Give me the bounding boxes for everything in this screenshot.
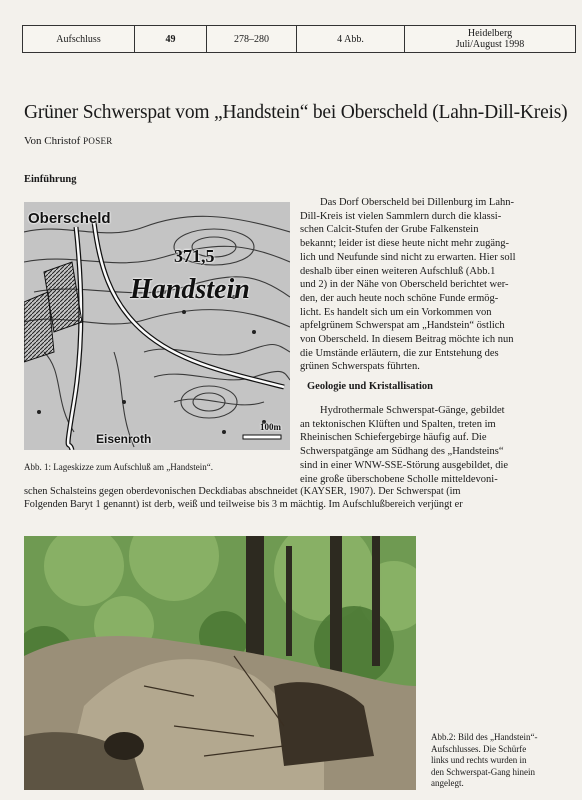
author-line	[24, 135, 113, 147]
author-prefix: Von Christof	[24, 135, 84, 147]
map-label-elevation: 371,5	[174, 246, 215, 266]
header-volume: 49	[135, 26, 207, 52]
figure1-caption: Abb. 1: Lageskizze zum Aufschluß am „Handstein“.	[24, 462, 213, 472]
intro-line: schen Calcit-Stufen der Grube Falkenstein	[300, 224, 479, 236]
intro-line: und 2) in der Nähe von Oberscheld berichtet wer-	[300, 279, 509, 291]
section-heading-geology: Geologie und Kristallisation	[307, 381, 434, 392]
figure2-caption	[431, 732, 576, 790]
header-place-date	[405, 26, 575, 52]
outcrop-photo	[24, 536, 416, 790]
geo-line: sind in einer WNW-SSE-Störung ausgebildet, die	[300, 459, 509, 471]
geo-line: an tektonischen Klüften und Spalten, treten im	[300, 418, 496, 430]
map-drawing	[24, 202, 290, 450]
intro-line: deshalb über einen weiteren Aufschluß (Abb.1	[300, 265, 496, 277]
fig2-caption-line: Aufschlusses. Die Schürfe	[431, 743, 527, 754]
geo-line: eine große überschobene Scholle mitteldevoni-	[300, 473, 498, 485]
intro-line: bekannt; leider ist diese heute nicht mehr zugäng-	[300, 238, 510, 250]
intro-line: grünen Schwerspats führten.	[300, 361, 420, 373]
intro-line: licht. Es handelt sich um ein Vorkommen von	[300, 306, 492, 318]
geo-line: Rheinischen Schiefergebirge häufig auf. Die	[300, 432, 487, 444]
header-place: Heidelberg	[467, 28, 513, 39]
map-label-handstein: Handstein	[130, 274, 250, 305]
article-title: Grüner Schwerspat vom „Handstein“ bei Oberscheld (Lahn-Dill-Kreis)	[24, 102, 568, 123]
photo-drawing	[24, 536, 416, 790]
fig2-caption-line: links und rechts wurden in	[431, 755, 527, 765]
journal-header-table	[22, 25, 576, 53]
header-figures: 4 Abb.	[297, 26, 405, 52]
location-map	[24, 202, 290, 450]
header-date: Juli/August 1998	[455, 39, 525, 50]
map-label-eisenroth: Eisenroth	[96, 432, 152, 446]
geo-line: Hydrothermale Schwerspat-Gänge, gebildet	[320, 405, 505, 416]
wide-text-line-1: schen Schalsteins gegen oberdevonischen Deckdiabas abschneidet (KAYSER, 1907). Der Schwerspat (im	[24, 486, 461, 497]
author-name: POSER	[83, 136, 113, 146]
map-label-oberscheld: Oberscheld	[28, 210, 111, 227]
header-pages: 278–280	[207, 26, 297, 52]
header-section: Aufschluss	[23, 26, 135, 52]
map-scale-label: 100m	[260, 422, 281, 432]
geo-line: Schwerspatgänge am Südhang des „Handsteins“	[300, 446, 504, 458]
fig2-caption-line: Abb.2: Bild des „Handstein“-	[431, 732, 538, 742]
section-heading-intro: Einführung	[24, 174, 77, 185]
intro-line: apfelgrünem Schwerspat am „Handstein“ östlich	[300, 320, 505, 332]
fig2-caption-line: den Schwerspat-Gang hinein	[431, 766, 535, 777]
geology-paragraph	[300, 404, 575, 486]
wide-text-line-2: Folgenden Baryt 1 genannt) ist derb, weiß und teilweise bis 3 m mächtig. Im Aufschlußbereich verjüngt er	[24, 499, 463, 510]
intro-line: Das Dorf Oberscheld bei Dillenburg im Lahn-	[320, 197, 515, 208]
intro-line: lich und Neufunde sind nicht zu erwarten. Hier soll	[300, 251, 516, 263]
intro-paragraph	[300, 196, 575, 374]
intro-line: die Umstände erläutern, die zur Entstehung des	[300, 347, 499, 359]
fig2-caption-line: angelegt.	[431, 778, 464, 788]
intro-line: von Oberscheld. In diesem Beitrag möchte ich nun	[300, 334, 514, 346]
intro-line: den, der auch heute noch schöne Funde ermög-	[300, 292, 499, 304]
intro-line: Dill-Kreis ist vielen Sammlern durch die klassi-	[300, 210, 502, 222]
